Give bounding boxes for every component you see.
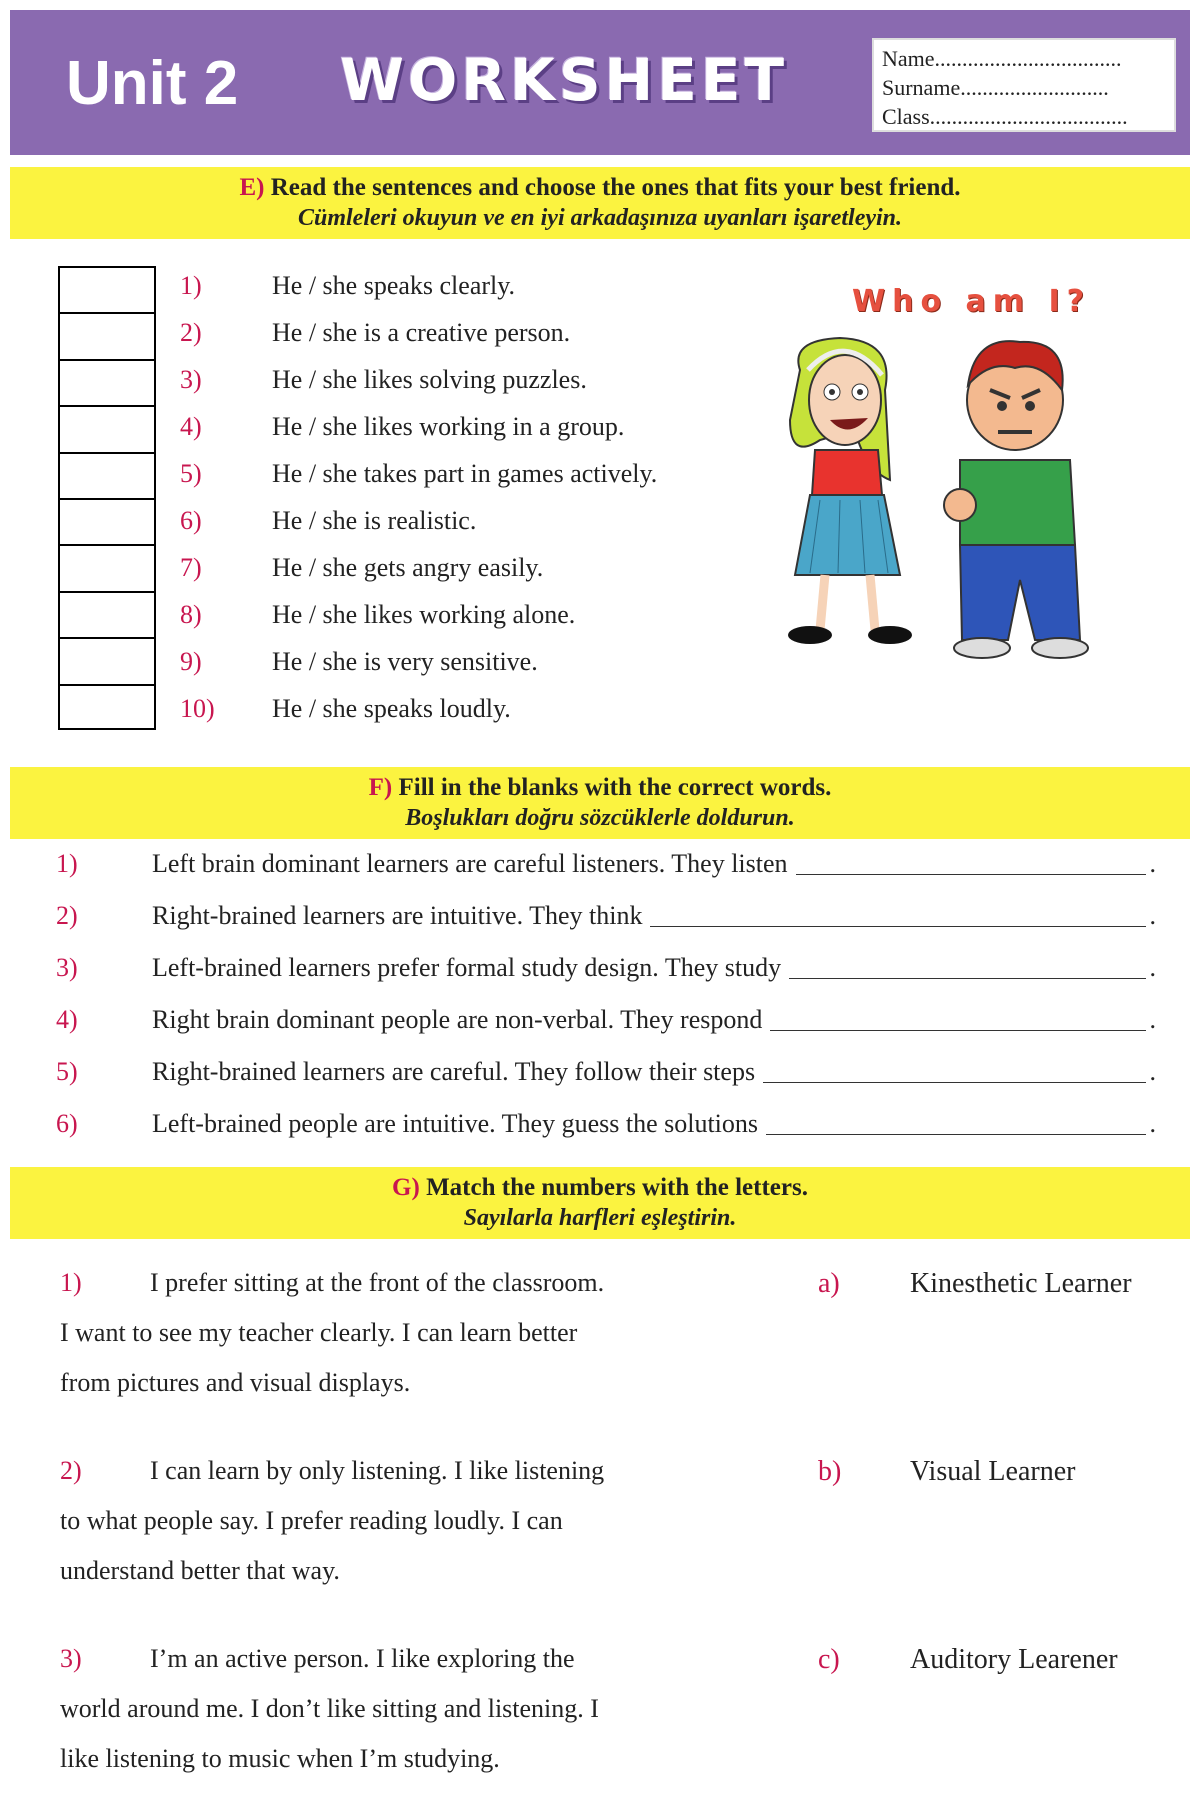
statement-list: [180, 262, 657, 732]
boy-figure: [944, 341, 1088, 658]
instruction-en: Match the numbers with the letters.: [426, 1174, 808, 1201]
checkbox-9[interactable]: [60, 639, 154, 685]
list-item: [180, 309, 657, 356]
item-number: 3): [60, 1644, 82, 1673]
section-letter: F): [368, 774, 393, 801]
item-text: He / she is a creative person.: [272, 317, 571, 347]
statement-line: to what people say. I prefer reading loudly. I can: [60, 1506, 563, 1535]
section-e-heading: [10, 167, 1190, 239]
statement-line: I’m an active person. I like exploring the: [150, 1644, 575, 1673]
option-text: Kinesthetic Learner: [910, 1268, 1132, 1299]
statement-line: understand better that way.: [60, 1556, 340, 1585]
option-letter: b): [818, 1456, 842, 1487]
item-text: Left brain dominant learners are careful listeners. They listen: [152, 849, 788, 878]
item-text: He / she takes part in games actively.: [272, 458, 658, 488]
option-letter: c): [818, 1644, 840, 1675]
list-item: 6) Left-brained people are intuitive. They guess the solutions .: [56, 1109, 1156, 1138]
instruction-tr: Boşlukları doğru sözcüklerle doldurun.: [405, 805, 795, 831]
blank-answer-field[interactable]: [766, 1114, 1145, 1135]
checkbox-column: [58, 266, 156, 730]
item-number: 4): [56, 1005, 78, 1034]
match-statement-3: [60, 1634, 680, 1784]
item-text: He / she speaks clearly.: [272, 270, 516, 300]
statement-line: I can learn by only listening. I like listening: [150, 1456, 605, 1485]
item-number: 7): [180, 552, 202, 582]
list-item: [180, 591, 657, 638]
item-text: He / she is very sensitive.: [272, 646, 538, 676]
checkbox-2[interactable]: [60, 314, 154, 360]
blank-answer-field[interactable]: [650, 906, 1145, 927]
list-item: [180, 544, 657, 591]
name-field[interactable]: Name..................................: [882, 46, 1122, 71]
item-number: 3): [56, 953, 78, 982]
unit-title: Unit 2: [66, 49, 239, 118]
list-item: [180, 356, 657, 403]
item-text: He / she speaks loudly.: [272, 693, 511, 723]
header-banner: [10, 10, 1190, 155]
checkbox-4[interactable]: [60, 407, 154, 453]
item-number: 10): [180, 693, 215, 723]
list-item: [180, 403, 657, 450]
instruction-tr: Sayılarla harfleri eşleştirin.: [463, 1205, 737, 1231]
statement-line: from pictures and visual displays.: [60, 1368, 411, 1397]
item-number: 2): [56, 901, 78, 930]
checkbox-8[interactable]: [60, 593, 154, 639]
item-number: 6): [180, 505, 202, 535]
section-f-heading: [10, 767, 1190, 839]
item-number: 1): [60, 1268, 82, 1297]
item-text: He / she gets angry easily.: [272, 552, 544, 582]
list-item: [180, 262, 657, 309]
instruction-en: Read the sentences and choose the ones that fits your best friend.: [270, 174, 961, 201]
who-am-i-caption: Who am I?: [852, 284, 1092, 319]
item-number: 2): [180, 317, 202, 347]
list-item: 5) Right-brained learners are careful. They follow their steps .: [56, 1057, 1156, 1086]
statement-line: I prefer sitting at the front of the classroom.: [150, 1268, 605, 1297]
list-item: 2) Right-brained learners are intuitive. They think .: [56, 901, 1156, 930]
student-info-box: [872, 38, 1176, 132]
section-letter: E): [239, 174, 265, 201]
worksheet-title: WORKSHEET: [340, 46, 789, 114]
item-text: He / she is realistic.: [272, 505, 477, 535]
item-number: 9): [180, 646, 202, 676]
statement-line: I want to see my teacher clearly. I can learn better: [60, 1318, 578, 1347]
surname-field[interactable]: Surname...........................: [882, 75, 1109, 100]
list-item: [180, 497, 657, 544]
statement-line: like listening to music when I’m studying.: [60, 1744, 500, 1773]
item-number: 5): [180, 458, 202, 488]
instruction-tr: Cümleleri okuyun ve en iyi arkadaşınıza uyanları işaretleyin.: [297, 205, 903, 231]
blank-answer-field[interactable]: [796, 854, 1146, 875]
match-statement-1: [60, 1258, 680, 1408]
item-text: Right-brained learners are careful. They follow their steps: [152, 1057, 756, 1086]
match-option-c: [818, 1644, 1118, 1676]
girl-figure: [788, 338, 912, 644]
item-text: He / she likes working alone.: [272, 599, 576, 629]
item-number: 1): [56, 849, 78, 878]
list-item: [180, 450, 657, 497]
checkbox-7[interactable]: [60, 546, 154, 592]
item-number: 5): [56, 1057, 78, 1086]
section-g-heading: [10, 1167, 1190, 1239]
checkbox-6[interactable]: [60, 500, 154, 546]
checkbox-5[interactable]: [60, 454, 154, 500]
class-field[interactable]: Class....................................: [882, 104, 1128, 129]
cartoon-kids-illustration: [770, 330, 1100, 690]
match-statement-2: [60, 1446, 680, 1596]
item-number: 3): [180, 364, 202, 394]
section-letter: G): [392, 1174, 420, 1201]
blank-answer-field[interactable]: [770, 1010, 1145, 1031]
fill-blank-list: [56, 838, 1156, 1150]
list-item: [180, 685, 657, 732]
item-text: Right-brained learners are intuitive. They think: [152, 901, 643, 930]
option-letter: a): [818, 1268, 840, 1299]
option-text: Auditory Learener: [910, 1644, 1118, 1675]
list-item: 4) Right brain dominant people are non-verbal. They respond .: [56, 1005, 1156, 1034]
checkbox-3[interactable]: [60, 361, 154, 407]
item-text: Right brain dominant people are non-verbal. They respond: [152, 1005, 763, 1034]
item-text: He / she likes working in a group.: [272, 411, 625, 441]
list-item: [180, 638, 657, 685]
instruction-en: Fill in the blanks with the correct words.: [398, 774, 832, 801]
item-number: 8): [180, 599, 202, 629]
checkbox-1[interactable]: [60, 268, 154, 314]
blank-answer-field[interactable]: [763, 1062, 1145, 1083]
item-number: 6): [56, 1109, 78, 1138]
item-text: Left-brained learners prefer formal study design. They study: [152, 953, 782, 982]
item-text: He / she likes solving puzzles.: [272, 364, 587, 394]
option-text: Visual Learner: [910, 1456, 1076, 1487]
item-text: Left-brained people are intuitive. They guess the solutions: [152, 1109, 759, 1138]
item-number: 1): [180, 270, 202, 300]
match-option-b: [818, 1456, 1075, 1488]
blank-answer-field[interactable]: [789, 958, 1145, 979]
match-option-a: [818, 1268, 1132, 1300]
statement-line: world around me. I don’t like sitting and listening. I: [60, 1694, 599, 1723]
list-item: 1) Left brain dominant learners are careful listeners. They listen .: [56, 849, 1156, 878]
list-item: 3) Left-brained learners prefer formal study design. They study .: [56, 953, 1156, 982]
item-number: 4): [180, 411, 202, 441]
item-number: 2): [60, 1456, 82, 1485]
checkbox-10[interactable]: [60, 686, 154, 732]
